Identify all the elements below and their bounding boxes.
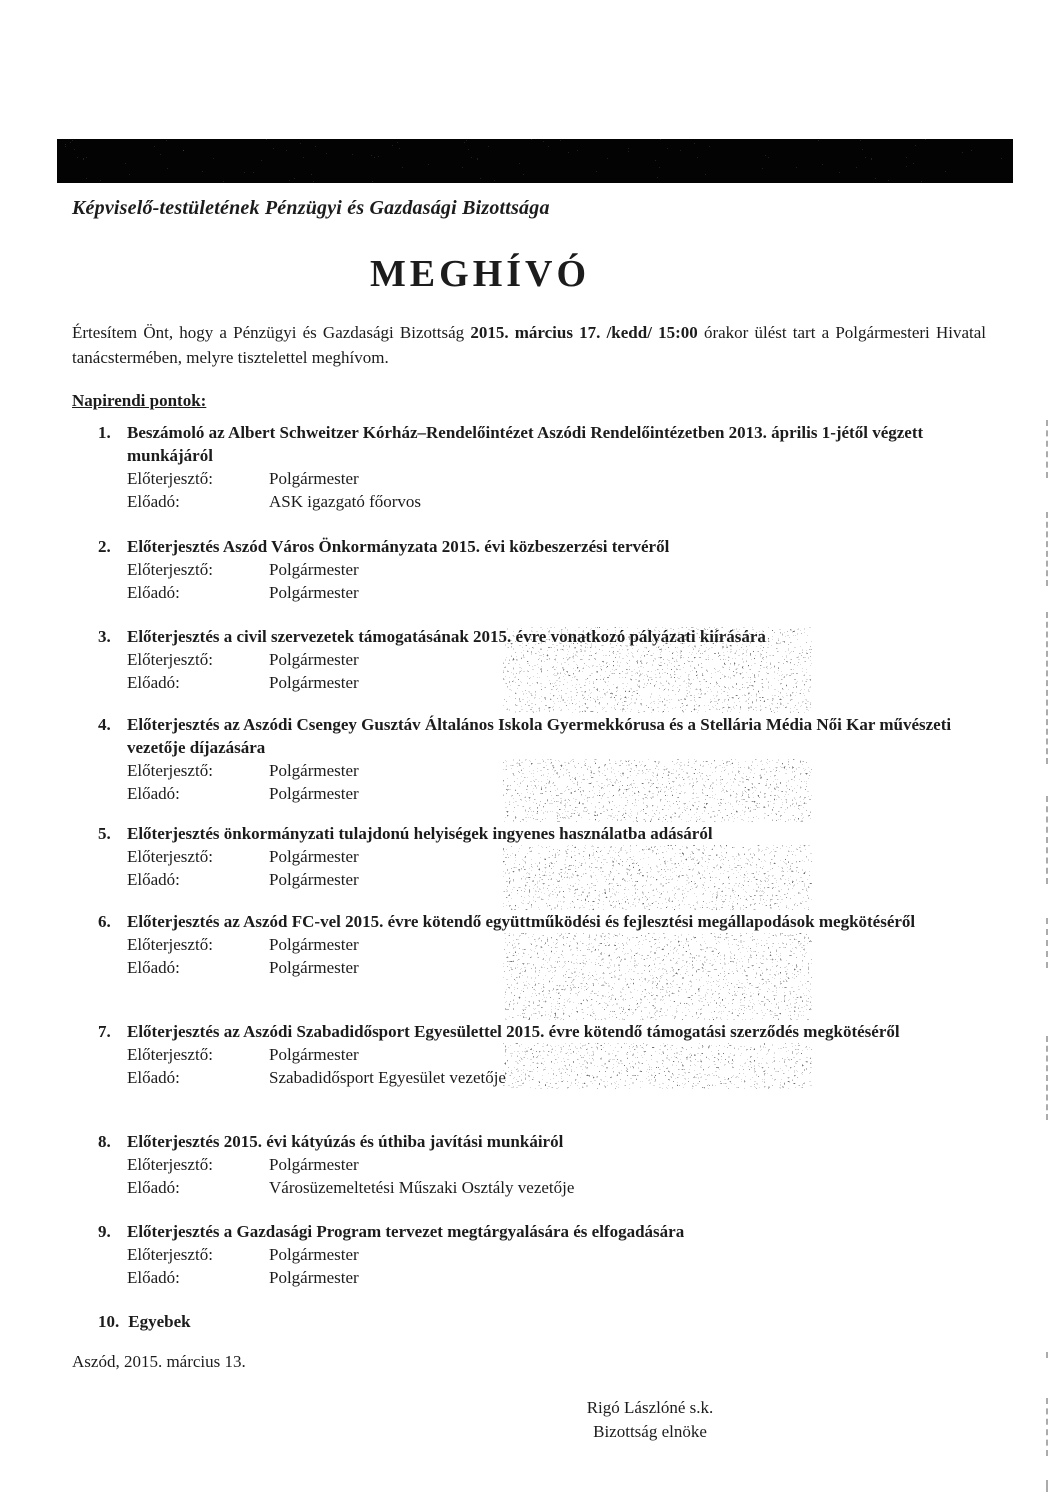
agenda-item-8 [98,1130,1003,1199]
agenda-item-body [127,535,1003,604]
agenda-item-number: 9. [98,1222,111,1241]
agenda-item-title: Egyebek [128,1312,191,1331]
scan-artifact-line [1046,1398,1048,1456]
presenter-label: Előterjesztő: [127,761,213,780]
agenda-item-9 [98,1220,1003,1289]
speaker-row [127,956,1003,979]
presenter-value: Polgármester [269,847,359,866]
speaker-value: Szabadidősport Egyesület vezetője [269,1068,506,1087]
scan-artifact-line [1046,420,1048,478]
speaker-value: Polgármester [269,958,359,977]
speaker-value: ASK igazgató főorvos [269,492,422,511]
agenda-item-number: 7. [98,1022,111,1041]
agenda-item-title: Beszámoló az Albert Schweitzer Kórház–Rendelőintézet Aszódi Rendelőintézetben 2013. április 1-jétől végzett munkájáról [127,423,924,465]
presenter-label: Előterjesztő: [127,935,213,954]
agenda-item-number: 1. [98,423,111,442]
agenda-item-3 [98,625,1003,694]
agenda-item-title: Előterjesztés 2015. évi kátyúzás és úthiba javítási munkáiról [127,1132,564,1151]
agenda-item-6 [98,910,1003,979]
speaker-row [127,671,1003,694]
speaker-label: Előadó: [127,1268,180,1287]
agenda-item-5 [98,822,1003,891]
scan-artifact-line [1046,918,1048,968]
agenda-item-title: Előterjesztés a civil szervezetek támogatásának 2015. évre vonatkozó pályázati kiírására [127,627,766,646]
agenda-item-number: 10. [98,1312,120,1331]
speaker-row [127,1066,1003,1089]
agenda-item-title: Előterjesztés az Aszód FC-vel 2015. évre kötendő együttműködési és fejlesztési megállapodások megkötéséről [127,910,1003,933]
scan-artifact-line [1046,512,1048,586]
scan-header-bar-noise [57,139,1013,183]
speaker-row [127,868,1003,891]
agenda-item-number: 8. [98,1132,111,1151]
scan-artifact-line [1046,1352,1048,1358]
agenda-item-number: 6. [98,912,111,931]
speaker-label: Előadó: [127,1178,180,1197]
agenda-item-7 [98,1020,1003,1089]
document-title: MEGHÍVÓ [369,253,591,295]
speaker-value: Polgármester [269,784,359,803]
signature-name: Rigó Lászlóné s.k. [586,1398,714,1417]
committee-subtitle: Képviselő-testületének Pénzügyi és Gazdasági Bizottsága [72,197,550,219]
agenda-item-title: Előterjesztés önkormányzati tulajdonú helyiségek ingyenes használatba adásáról [127,822,1003,845]
agenda-heading: Napirendi pontok: [72,391,207,410]
presenter-row [127,648,1003,671]
scan-header-bar [57,139,1013,183]
agenda-item-10 [98,1310,1003,1333]
presenter-value: Polgármester [269,1155,359,1174]
presenter-label: Előterjesztő: [127,847,213,866]
speaker-row [127,782,1003,805]
presenter-label: Előterjesztő: [127,650,213,669]
scan-artifact-line [1046,1036,1048,1120]
intro-part3: órakor ülést tart a Polgármesteri Hivatal tanácstermében, melyre tisztelettel meghívom. [72,323,986,367]
scan-artifact-line [1046,796,1048,884]
agenda-item-1 [98,421,1003,513]
agenda-item-body [127,822,1003,891]
agenda-item-title: Előterjesztés a Gazdasági Program tervezet megtárgyalására és elfogadására [127,1222,685,1241]
agenda-item-number: 4. [98,715,111,734]
agenda-item-title: Előterjesztés Aszód Város Önkormányzata 2015. évi közbeszerzési tervéről [127,537,670,556]
presenter-row [127,558,1003,581]
presenter-label: Előterjesztő: [127,1045,213,1064]
speaker-row [127,1266,1003,1289]
agenda-item-number: 2. [98,537,111,556]
presenter-row [127,467,1003,490]
speaker-label: Előadó: [127,673,180,692]
speaker-row [127,581,1003,604]
presenter-row [127,1243,1003,1266]
presenter-value: Polgármester [269,650,359,669]
agenda-item-4 [98,713,1003,805]
scan-artifact-line [1046,612,1048,764]
presenter-row [127,933,1003,956]
presenter-value: Polgármester [269,935,359,954]
presenter-row [127,759,1003,782]
speaker-label: Előadó: [127,958,180,977]
agenda-item-title: Előterjesztés az Aszódi Csengey Gusztáv Általános Iskola Gyermekkórusa és a Stellária Média Női Kar művészeti vezetője díjazására [127,713,1003,759]
presenter-value: Polgármester [269,560,359,579]
agenda-item-body [127,1220,1003,1289]
speaker-label: Előadó: [127,1068,180,1087]
intro-date-bold: 2015. március 17. /kedd/ 15:00 [470,323,698,342]
intro-part1: Értesítem Önt, hogy a Pénzügyi és Gazdasági Bizottság [72,323,471,342]
speaker-label: Előadó: [127,492,180,511]
presenter-value: Polgármester [269,1045,359,1064]
agenda-item-body [128,1310,1003,1333]
presenter-row [127,1153,1003,1176]
speaker-row [127,1176,1003,1199]
agenda-item-body [127,713,1003,805]
scan-artifact-line [1046,1480,1048,1492]
presenter-value: Polgármester [269,1245,359,1264]
speaker-label: Előadó: [127,870,180,889]
presenter-label: Előterjesztő: [127,1155,213,1174]
agenda-item-body [127,421,1003,513]
speaker-value: Városüzemeltetési Műszaki Osztály vezetője [269,1178,575,1197]
presenter-label: Előterjesztő: [127,469,213,488]
agenda-item-body [127,1020,1003,1089]
presenter-value: Polgármester [269,761,359,780]
presenter-row [127,845,1003,868]
agenda-item-2 [98,535,1003,604]
presenter-label: Előterjesztő: [127,560,213,579]
speaker-value: Polgármester [269,673,359,692]
speaker-value: Polgármester [269,1268,359,1287]
agenda-item-number: 5. [98,824,111,843]
speaker-value: Polgármester [269,870,359,889]
agenda-item-number: 3. [98,627,111,646]
agenda-item-body [127,1130,1003,1199]
agenda-item-body [127,910,1003,979]
signature-title: Bizottság elnöke [593,1422,707,1441]
speaker-label: Előadó: [127,784,180,803]
intro-paragraph [72,320,986,370]
presenter-value: Polgármester [269,469,359,488]
speaker-label: Előadó: [127,583,180,602]
agenda-item-title: Előterjesztés az Aszódi Szabadidősport Egyesülettel 2015. évre kötendő támogatási szerződés megkötéséről [127,1020,1003,1043]
speaker-row [127,490,1003,513]
signature-block [480,1396,820,1444]
agenda-item-body [127,625,1003,694]
date-line: Aszód, 2015. március 13. [72,1352,246,1371]
presenter-label: Előterjesztő: [127,1245,213,1264]
presenter-row [127,1043,1003,1066]
speaker-value: Polgármester [269,583,359,602]
